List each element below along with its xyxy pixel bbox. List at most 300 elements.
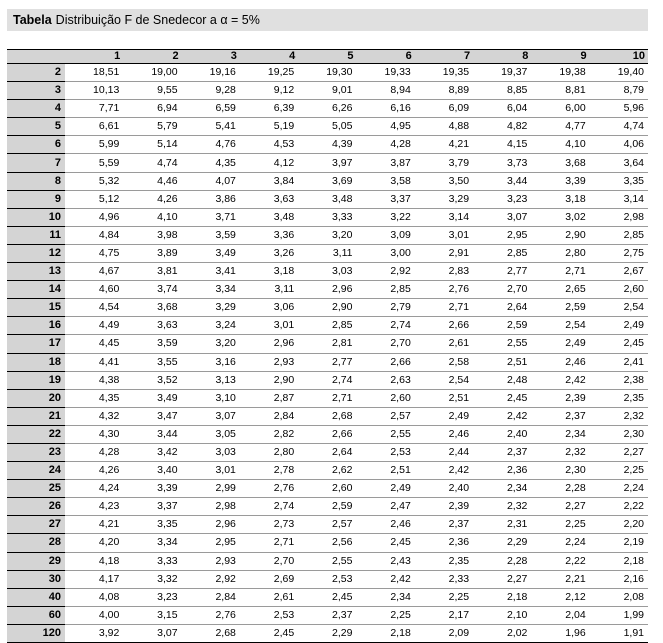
table-cell: 3,47: [123, 407, 181, 425]
table-cell: 4,53: [240, 136, 298, 154]
table-cell: 2,43: [356, 552, 414, 570]
table-cell: 2,58: [415, 353, 473, 371]
table-row: [7, 516, 648, 534]
table-cell: 2,60: [356, 389, 414, 407]
table-cell: 2,44: [415, 443, 473, 461]
table-cell: 2,59: [531, 299, 589, 317]
table-cell: 2,49: [356, 480, 414, 498]
table-cell: 3,35: [123, 516, 181, 534]
table-cell: 2,49: [415, 407, 473, 425]
table-cell: 4,32: [65, 407, 123, 425]
table-cell: 2,53: [240, 606, 298, 624]
table-cell: 3,10: [182, 389, 240, 407]
table-cell: 3,97: [298, 154, 356, 172]
table-cell: 2,53: [298, 570, 356, 588]
table-cell: 2,56: [298, 534, 356, 552]
table-cell: 3,44: [123, 425, 181, 443]
table-row: [7, 136, 648, 154]
table-cell: 3,37: [356, 190, 414, 208]
table-cell: 2,32: [473, 498, 531, 516]
table-cell: 3,55: [123, 353, 181, 371]
table-cell: 2,47: [356, 498, 414, 516]
table-cell: 19,37: [473, 64, 531, 82]
table-cell: 2,70: [240, 552, 298, 570]
table-cell: 2,85: [473, 244, 531, 262]
column-header: 1: [65, 50, 123, 64]
table-cell: 3,22: [356, 208, 414, 226]
table-cell: 9,01: [298, 82, 356, 100]
table-cell: 3,11: [240, 281, 298, 299]
table-cell: 3,63: [123, 317, 181, 335]
table-cell: 1,99: [590, 606, 648, 624]
table-cell: 3,58: [356, 172, 414, 190]
table-cell: 4,24: [65, 480, 123, 498]
table-row: [7, 606, 648, 624]
table-cell: 3,07: [182, 407, 240, 425]
row-header: 2: [7, 64, 65, 82]
table-cell: 2,29: [298, 624, 356, 642]
table-cell: 3,33: [298, 208, 356, 226]
table-cell: 2,36: [415, 534, 473, 552]
table-cell: 2,25: [415, 588, 473, 606]
table-cell: 3,06: [240, 299, 298, 317]
table-cell: 2,36: [473, 462, 531, 480]
table-cell: 2,49: [531, 335, 589, 353]
table-cell: 6,94: [123, 100, 181, 118]
table-cell: 2,29: [473, 534, 531, 552]
table-cell: 2,93: [240, 353, 298, 371]
table-cell: 6,09: [415, 100, 473, 118]
table-cell: 3,81: [123, 263, 181, 281]
table-cell: 2,87: [240, 389, 298, 407]
column-header: 8: [473, 50, 531, 64]
table-cell: 2,80: [531, 244, 589, 262]
table-cell: 10,13: [65, 82, 123, 100]
table-cell: 2,27: [531, 498, 589, 516]
table-row: [7, 100, 648, 118]
table-cell: 6,61: [65, 118, 123, 136]
table-row: [7, 299, 648, 317]
table-cell: 5,79: [123, 118, 181, 136]
table-cell: 2,74: [240, 498, 298, 516]
table-cell: 2,70: [473, 281, 531, 299]
row-header: 9: [7, 190, 65, 208]
table-cell: 2,90: [298, 299, 356, 317]
table-cell: 2,64: [473, 299, 531, 317]
table-cell: 2,18: [356, 624, 414, 642]
column-header: 4: [240, 50, 298, 64]
table-cell: 2,67: [590, 263, 648, 281]
table-cell: 1,91: [590, 624, 648, 642]
table-cell: 2,25: [590, 462, 648, 480]
row-header: 3: [7, 82, 65, 100]
row-header: 25: [7, 480, 65, 498]
table-cell: 2,71: [298, 389, 356, 407]
row-header: 12: [7, 244, 65, 262]
table-cell: 3,71: [182, 208, 240, 226]
table-cell: 2,37: [531, 407, 589, 425]
table-cell: 2,81: [298, 335, 356, 353]
column-header: 6: [356, 50, 414, 64]
table-cell: 3,63: [240, 190, 298, 208]
row-header: 24: [7, 462, 65, 480]
row-header: 27: [7, 516, 65, 534]
row-header: 7: [7, 154, 65, 172]
row-header: 19: [7, 371, 65, 389]
table-cell: 2,82: [240, 425, 298, 443]
table-cell: 4,76: [182, 136, 240, 154]
table-cell: 3,34: [123, 534, 181, 552]
table-cell: 2,59: [298, 498, 356, 516]
column-header: 9: [531, 50, 589, 64]
table-cell: 3,87: [356, 154, 414, 172]
table-cell: 4,21: [65, 516, 123, 534]
table-row: [7, 389, 648, 407]
table-cell: 3,07: [473, 208, 531, 226]
table-cell: 3,00: [356, 244, 414, 262]
table-cell: 3,68: [123, 299, 181, 317]
table-row: [7, 172, 648, 190]
table-cell: 4,38: [65, 371, 123, 389]
table-cell: 19,30: [298, 64, 356, 82]
table-cell: 2,40: [473, 425, 531, 443]
table-body: [7, 64, 648, 643]
table-cell: 4,10: [123, 208, 181, 226]
table-row: [7, 552, 648, 570]
column-header: 10: [590, 50, 648, 64]
table-cell: 3,24: [182, 317, 240, 335]
table-cell: 2,90: [531, 226, 589, 244]
table-cell: 3,79: [415, 154, 473, 172]
table-cell: 2,27: [473, 570, 531, 588]
table-cell: 2,63: [356, 371, 414, 389]
table-cell: 2,84: [182, 588, 240, 606]
table-cell: 4,75: [65, 244, 123, 262]
table-cell: 8,85: [473, 82, 531, 100]
table-cell: 4,26: [65, 462, 123, 480]
table-cell: 5,96: [590, 100, 648, 118]
table-cell: 4,82: [473, 118, 531, 136]
table-cell: 2,90: [240, 371, 298, 389]
table-cell: 2,45: [590, 335, 648, 353]
table-cell: 2,18: [590, 552, 648, 570]
table-cell: 2,37: [415, 516, 473, 534]
table-cell: 3,64: [590, 154, 648, 172]
table-cell: 2,37: [298, 606, 356, 624]
table-cell: 3,23: [123, 588, 181, 606]
table-cell: 4,21: [415, 136, 473, 154]
row-header: 26: [7, 498, 65, 516]
table-cell: 4,60: [65, 281, 123, 299]
table-cell: 3,86: [182, 190, 240, 208]
table-cell: 2,42: [473, 407, 531, 425]
table-cell: 2,65: [531, 281, 589, 299]
table-row: [7, 407, 648, 425]
table-cell: 3,14: [415, 208, 473, 226]
row-header: 20: [7, 389, 65, 407]
table-cell: 2,84: [240, 407, 298, 425]
table-cell: 3,59: [123, 335, 181, 353]
table-row: [7, 588, 648, 606]
table-cell: 3,98: [123, 226, 181, 244]
table-cell: 3,49: [123, 389, 181, 407]
table-cell: 2,71: [415, 299, 473, 317]
table-cell: 3,26: [240, 244, 298, 262]
table-cell: 3,68: [531, 154, 589, 172]
table-cell: 4,74: [590, 118, 648, 136]
table-cell: 4,12: [240, 154, 298, 172]
table-cell: 19,38: [531, 64, 589, 82]
row-header: 28: [7, 534, 65, 552]
table-cell: 4,30: [65, 425, 123, 443]
table-cell: 3,14: [590, 190, 648, 208]
table-cell: 3,15: [123, 606, 181, 624]
table-cell: 2,17: [415, 606, 473, 624]
table-cell: 2,42: [531, 371, 589, 389]
table-cell: 2,85: [356, 281, 414, 299]
table-cell: 2,96: [240, 335, 298, 353]
table-cell: 6,04: [473, 100, 531, 118]
row-header: 5: [7, 118, 65, 136]
table-cell: 2,24: [590, 480, 648, 498]
row-header: 30: [7, 570, 65, 588]
table-cell: 3,34: [182, 281, 240, 299]
table-cell: 4,08: [65, 588, 123, 606]
table-cell: 2,12: [531, 588, 589, 606]
table-cell: 2,60: [298, 480, 356, 498]
table-cell: 2,16: [590, 570, 648, 588]
table-cell: 2,42: [356, 570, 414, 588]
table-cell: 3,05: [182, 425, 240, 443]
table-cell: 19,00: [123, 64, 181, 82]
table-cell: 2,92: [356, 263, 414, 281]
table-cell: 4,17: [65, 570, 123, 588]
table-cell: 2,69: [240, 570, 298, 588]
table-cell: 4,07: [182, 172, 240, 190]
table-cell: 2,51: [356, 462, 414, 480]
row-header: 11: [7, 226, 65, 244]
table-cell: 2,85: [590, 226, 648, 244]
table-cell: 2,96: [182, 516, 240, 534]
table-cell: 2,42: [415, 462, 473, 480]
table-row: [7, 154, 648, 172]
table-row: [7, 534, 648, 552]
table-cell: 2,37: [473, 443, 531, 461]
table-row: [7, 190, 648, 208]
table-cell: 3,74: [123, 281, 181, 299]
table-cell: 3,48: [298, 190, 356, 208]
table-cell: 3,42: [123, 443, 181, 461]
table-cell: 2,71: [240, 534, 298, 552]
table-cell: 3,48: [240, 208, 298, 226]
table-cell: 2,40: [415, 480, 473, 498]
table-row: [7, 263, 648, 281]
table-cell: 2,74: [298, 371, 356, 389]
table-cell: 2,54: [531, 317, 589, 335]
table-title-text: Distribuição F de Snedecor a α = 5%: [55, 13, 260, 27]
table-cell: 2,25: [356, 606, 414, 624]
table-cell: 5,19: [240, 118, 298, 136]
table-cell: 8,79: [590, 82, 648, 100]
table-cell: 4,39: [298, 136, 356, 154]
table-cell: 3,89: [123, 244, 181, 262]
table-cell: 5,59: [65, 154, 123, 172]
table-cell: 4,18: [65, 552, 123, 570]
table-cell: 2,61: [240, 588, 298, 606]
table-cell: 4,15: [473, 136, 531, 154]
table-cell: 2,45: [240, 624, 298, 642]
table-cell: 2,46: [415, 425, 473, 443]
table-row: [7, 570, 648, 588]
table-cell: 6,00: [531, 100, 589, 118]
table-cell: 3,44: [473, 172, 531, 190]
table-cell: 2,68: [298, 407, 356, 425]
table-cell: 2,32: [590, 407, 648, 425]
row-header: 4: [7, 100, 65, 118]
table-cell: 2,98: [590, 208, 648, 226]
column-header: 7: [415, 50, 473, 64]
table-row: [7, 244, 648, 262]
table-cell: 2,25: [531, 516, 589, 534]
table-cell: 2,31: [473, 516, 531, 534]
table-cell: 3,18: [531, 190, 589, 208]
table-cell: 4,35: [182, 154, 240, 172]
table-cell: 2,51: [473, 353, 531, 371]
table-cell: 4,28: [356, 136, 414, 154]
table-cell: 4,54: [65, 299, 123, 317]
table-cell: 4,41: [65, 353, 123, 371]
table-cell: 2,19: [590, 534, 648, 552]
table-cell: 2,91: [415, 244, 473, 262]
table-cell: 3,02: [531, 208, 589, 226]
table-cell: 19,40: [590, 64, 648, 82]
table-cell: 2,74: [356, 317, 414, 335]
table-cell: 4,77: [531, 118, 589, 136]
table-cell: 2,33: [415, 570, 473, 588]
table-cell: 4,95: [356, 118, 414, 136]
table-row: [7, 462, 648, 480]
row-header: 8: [7, 172, 65, 190]
table-cell: 6,16: [356, 100, 414, 118]
table-cell: 3,01: [240, 317, 298, 335]
row-header: 15: [7, 299, 65, 317]
table-cell: 2,28: [531, 480, 589, 498]
table-cell: 3,01: [415, 226, 473, 244]
table-title-label: Tabela: [13, 13, 52, 27]
table-cell: 2,71: [531, 263, 589, 281]
table-cell: 6,26: [298, 100, 356, 118]
table-cell: 2,51: [415, 389, 473, 407]
table-cell: 2,79: [356, 299, 414, 317]
table-cell: 3,29: [415, 190, 473, 208]
table-cell: 2,45: [298, 588, 356, 606]
table-cell: 3,50: [415, 172, 473, 190]
table-cell: 2,54: [415, 371, 473, 389]
table-cell: 3,92: [65, 624, 123, 642]
table-cell: 3,41: [182, 263, 240, 281]
row-header: 120: [7, 624, 65, 642]
table-cell: 9,55: [123, 82, 181, 100]
table-cell: 2,76: [415, 281, 473, 299]
table-cell: 2,30: [531, 462, 589, 480]
row-header: 6: [7, 136, 65, 154]
table-cell: 2,41: [590, 353, 648, 371]
table-cell: 1,96: [531, 624, 589, 642]
table-cell: 2,22: [590, 498, 648, 516]
table-cell: 3,09: [356, 226, 414, 244]
table-row: [7, 82, 648, 100]
table-cell: 2,73: [240, 516, 298, 534]
column-header: 3: [182, 50, 240, 64]
table-cell: 2,53: [356, 443, 414, 461]
table-cell: 4,06: [590, 136, 648, 154]
table-cell: 2,34: [356, 588, 414, 606]
table-cell: 19,25: [240, 64, 298, 82]
table-corner-cell: [7, 50, 65, 64]
table-cell: 2,57: [298, 516, 356, 534]
table-cell: 2,55: [356, 425, 414, 443]
table-cell: 2,45: [473, 389, 531, 407]
table-cell: 2,20: [590, 516, 648, 534]
table-cell: 2,64: [298, 443, 356, 461]
table-cell: 2,09: [415, 624, 473, 642]
table-cell: 2,34: [473, 480, 531, 498]
table-cell: 2,49: [590, 317, 648, 335]
table-cell: 5,32: [65, 172, 123, 190]
table-header-row: [7, 50, 648, 64]
table-cell: 4,49: [65, 317, 123, 335]
table-row: [7, 335, 648, 353]
table-cell: 2,21: [531, 570, 589, 588]
table-cell: 5,99: [65, 136, 123, 154]
table-cell: 4,20: [65, 534, 123, 552]
table-cell: 18,51: [65, 64, 123, 82]
table-cell: 2,27: [590, 443, 648, 461]
table-cell: 2,45: [356, 534, 414, 552]
table-cell: 19,33: [356, 64, 414, 82]
table-cell: 9,12: [240, 82, 298, 100]
table-cell: 6,59: [182, 100, 240, 118]
row-header: 17: [7, 335, 65, 353]
table-cell: 4,28: [65, 443, 123, 461]
table-cell: 3,84: [240, 172, 298, 190]
table-cell: 3,73: [473, 154, 531, 172]
table-cell: 8,89: [415, 82, 473, 100]
table-cell: 2,70: [356, 335, 414, 353]
table-cell: 2,78: [240, 462, 298, 480]
table-cell: 2,35: [590, 389, 648, 407]
table-cell: 6,39: [240, 100, 298, 118]
table-cell: 3,35: [590, 172, 648, 190]
table-cell: 3,20: [298, 226, 356, 244]
table-cell: 3,11: [298, 244, 356, 262]
table-cell: 3,39: [531, 172, 589, 190]
table-cell: 3,49: [182, 244, 240, 262]
table-cell: 2,39: [531, 389, 589, 407]
table-cell: 3,29: [182, 299, 240, 317]
table-cell: 3,01: [182, 462, 240, 480]
table-cell: 2,02: [473, 624, 531, 642]
table-cell: 5,41: [182, 118, 240, 136]
table-cell: 2,55: [298, 552, 356, 570]
table-title: [7, 9, 648, 31]
table-cell: 8,81: [531, 82, 589, 100]
table-cell: 2,66: [298, 425, 356, 443]
table-cell: 2,77: [298, 353, 356, 371]
table-cell: 2,62: [298, 462, 356, 480]
row-header: 40: [7, 588, 65, 606]
table-row: [7, 425, 648, 443]
